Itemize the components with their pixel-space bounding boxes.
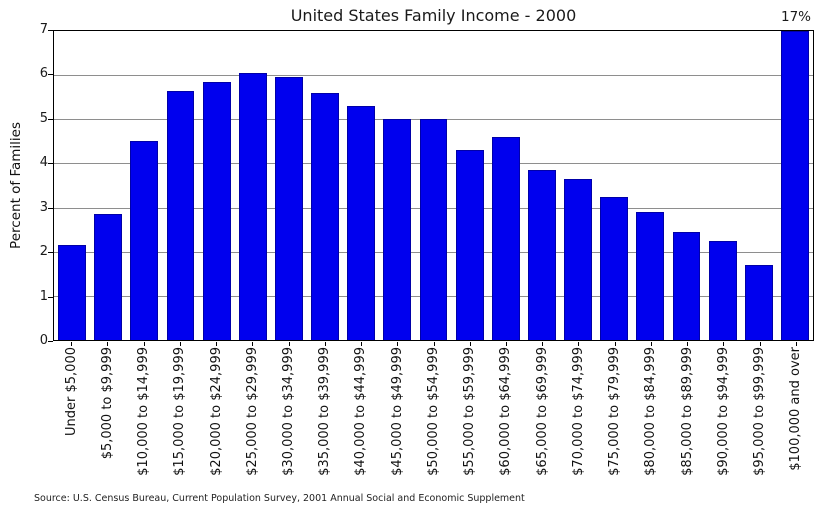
x-tick-label: $85,000 to $89,999 (679, 347, 695, 476)
x-label-slot (270, 347, 306, 476)
x-tick-mark (760, 342, 761, 346)
bar-slot (379, 31, 415, 340)
bar-slot (162, 31, 198, 340)
x-tick-mark (651, 342, 652, 346)
x-tick-label: $95,000 to $99,999 (752, 347, 768, 476)
bar-slot (343, 31, 379, 340)
bar-slot (415, 31, 451, 340)
bar-$80,000 to $84,999 (636, 212, 664, 340)
bar-slot (235, 31, 271, 340)
x-label-slot (560, 347, 596, 476)
bar-$75,000 to $79,999 (600, 197, 628, 340)
bar-slot (741, 31, 777, 340)
x-tick-mark (397, 342, 398, 346)
y-tick-mark (48, 119, 53, 120)
bar-$95,000 to $99,999 (745, 265, 773, 340)
source-note: Source: U.S. Census Bureau, Current Population Survey, 2001 Annual Social and Economic Supplement (34, 493, 525, 504)
x-tick-label: $75,000 to $79,999 (607, 347, 623, 476)
y-tick-mark (48, 30, 53, 31)
x-tick-label: $10,000 to $14,999 (136, 347, 152, 476)
bar-$30,000 to $34,999 (275, 77, 303, 340)
y-axis-label-text: Percent of Families (8, 122, 24, 249)
bar-$65,000 to $69,999 (528, 170, 556, 340)
bar-slot (705, 31, 741, 340)
x-label-slot (705, 347, 741, 476)
x-tick-mark (144, 342, 145, 346)
x-label-slot (524, 347, 560, 476)
y-tick-label: 4 (39, 155, 48, 171)
x-label-slot (198, 347, 234, 476)
x-tick-label: $60,000 to $64,999 (498, 347, 514, 476)
x-label-slot (234, 347, 270, 476)
x-tick-label: $5,000 to $9,999 (99, 347, 115, 460)
x-tick-label: $70,000 to $74,999 (570, 347, 586, 476)
x-label-slot (125, 347, 161, 476)
bar-$70,000 to $74,999 (564, 179, 592, 340)
x-tick-label: $20,000 to $24,999 (208, 347, 224, 476)
x-label-slot (379, 347, 415, 476)
x-tick-mark (71, 342, 72, 346)
x-tick-mark (107, 342, 108, 346)
x-label-slot (307, 347, 343, 476)
x-label-slot (488, 347, 524, 476)
x-tick-mark (615, 342, 616, 346)
bar-slot (307, 31, 343, 340)
bar-slot (777, 31, 813, 340)
bar-slot (54, 31, 90, 340)
x-tick-mark (434, 342, 435, 346)
bar-slot (199, 31, 235, 340)
x-tick-label: Under $5,000 (63, 347, 79, 436)
x-label-slot (452, 347, 488, 476)
bar-slot (452, 31, 488, 340)
chart-title: United States Family Income - 2000 (290, 6, 577, 25)
x-label-slot (415, 347, 451, 476)
x-label-slot (633, 347, 669, 476)
plot-area (53, 30, 814, 341)
x-tick-mark (325, 342, 326, 346)
x-label-slot (741, 347, 777, 476)
x-tick-mark (289, 342, 290, 346)
bar-Under $5,000 (58, 245, 86, 340)
y-tick-label: 3 (39, 199, 48, 215)
bar-$35,000 to $39,999 (311, 93, 339, 340)
x-tick-label: $30,000 to $34,999 (281, 347, 297, 476)
y-tick-mark (48, 297, 53, 298)
x-tick-label: $25,000 to $29,999 (244, 347, 260, 476)
y-tick-label: 6 (39, 66, 48, 82)
bar-slot (596, 31, 632, 340)
x-tick-label: $35,000 to $39,999 (317, 347, 333, 476)
y-tick-mark (48, 341, 53, 342)
bar-$90,000 to $94,999 (709, 241, 737, 340)
bar-$100,000 and over (781, 31, 809, 340)
x-tick-mark (470, 342, 471, 346)
bar-$45,000 to $49,999 (383, 119, 411, 340)
bar-$25,000 to $29,999 (239, 73, 267, 340)
x-tick-mark (252, 342, 253, 346)
bars-container (54, 31, 813, 340)
y-tick-label: 0 (39, 333, 48, 348)
x-axis-labels (53, 347, 814, 476)
y-tick-mark (48, 208, 53, 209)
x-tick-label: $55,000 to $59,999 (462, 347, 478, 476)
clipped-bar-value-label: 17% (780, 9, 811, 25)
x-tick-label: $65,000 to $69,999 (534, 347, 550, 476)
bar-slot (632, 31, 668, 340)
bar-$85,000 to $89,999 (673, 232, 701, 340)
x-label-slot (597, 347, 633, 476)
bar-slot (668, 31, 704, 340)
x-tick-mark (361, 342, 362, 346)
bar-$20,000 to $24,999 (203, 82, 231, 340)
x-tick-label: $45,000 to $49,999 (389, 347, 405, 476)
bar-$5,000 to $9,999 (94, 214, 122, 340)
bar-slot (560, 31, 596, 340)
bar-slot (524, 31, 560, 340)
x-tick-label: $100,000 and over (788, 347, 804, 471)
bar-slot (126, 31, 162, 340)
bar-slot (90, 31, 126, 340)
x-tick-mark (542, 342, 543, 346)
x-label-slot (89, 347, 125, 476)
y-tick-label: 7 (39, 22, 48, 37)
y-tick-mark (48, 74, 53, 75)
y-tick-mark (48, 163, 53, 164)
bar-$55,000 to $59,999 (456, 150, 484, 340)
bar-slot (271, 31, 307, 340)
bar-$10,000 to $14,999 (130, 141, 158, 340)
bar-$40,000 to $44,999 (347, 106, 375, 340)
x-tick-label: $40,000 to $44,999 (353, 347, 369, 476)
y-tick-label: 1 (39, 288, 48, 304)
x-tick-mark (796, 342, 797, 346)
x-tick-label: $50,000 to $54,999 (425, 347, 441, 476)
x-label-slot (53, 347, 89, 476)
x-label-slot (162, 347, 198, 476)
y-tick-label: 5 (39, 110, 48, 126)
x-label-slot (778, 347, 814, 476)
bar-$15,000 to $19,999 (167, 91, 195, 340)
x-tick-mark (578, 342, 579, 346)
bar-slot (488, 31, 524, 340)
x-tick-mark (180, 342, 181, 346)
y-tick-mark (48, 252, 53, 253)
x-tick-mark (506, 342, 507, 346)
x-label-slot (343, 347, 379, 476)
x-tick-label: $90,000 to $94,999 (715, 347, 731, 476)
x-label-slot (669, 347, 705, 476)
bar-$50,000 to $54,999 (420, 119, 448, 340)
bar-$60,000 to $64,999 (492, 137, 520, 340)
x-tick-mark (216, 342, 217, 346)
x-tick-mark (687, 342, 688, 346)
x-tick-label: $15,000 to $19,999 (172, 347, 188, 476)
x-tick-label: $80,000 to $84,999 (643, 347, 659, 476)
y-tick-label: 2 (39, 244, 48, 260)
x-tick-mark (723, 342, 724, 346)
